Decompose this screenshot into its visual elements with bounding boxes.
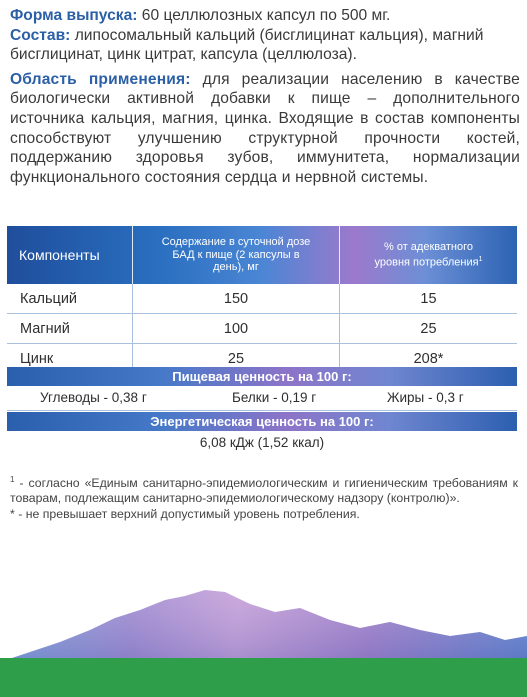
fat-value: Жиры - 0,3 г — [387, 390, 464, 405]
footnotes — [10, 472, 518, 522]
component-name: Магний — [20, 320, 70, 337]
footnote-2: * - не превышает верхний допустимый уровень потребления. — [10, 506, 360, 521]
mountain-landscape-decoration — [0, 570, 527, 697]
application-label: Область применения: — [10, 70, 191, 88]
component-percent: 25 — [339, 314, 517, 343]
component-name: Кальций — [20, 290, 78, 307]
footnote-1-text: - согласно «Единым санитарно-эпидемиологическим и гигиеническим требованиям к товарам, подлежащим санитарно-эпидемиологическому надзору (контролю)». — [10, 476, 519, 506]
nutrition-value-title: Пищевая ценность на 100 г: — [7, 367, 517, 386]
application-text: для реализации населению в качестве биологически активной добавки к пище – дополнительного источника кальция, магния, цинка. Входящие в состав компоненты способствуют улучшению структурной прочности костей, поддержанию здоровья зубов, иммунитета, нормализации функционального состояния сердца и нервной системы. — [10, 70, 520, 186]
composition-line — [10, 26, 520, 65]
footnote-mark: 1 — [478, 255, 483, 263]
table-row — [7, 314, 517, 344]
composition-label: Состав: — [10, 26, 71, 44]
table-header — [7, 226, 517, 284]
components-table — [7, 226, 517, 373]
header-percent-wrap — [369, 241, 489, 269]
application-line — [10, 70, 520, 188]
release-form-label: Форма выпуска: — [10, 7, 138, 24]
footnote-1 — [10, 472, 518, 507]
component-amount: 100 — [132, 314, 339, 343]
header-percent-text: % от адекватного уровня потребления — [374, 241, 479, 269]
header-components: Компоненты — [19, 247, 100, 263]
grass-strip — [0, 658, 527, 697]
composition-text: липосомальный кальций (бисглицинат кальция), магний бисглицинат, цинк цитрат, капсула (целлюлоза). — [10, 26, 484, 64]
component-name: Цинк — [20, 350, 54, 367]
release-form-line — [10, 6, 520, 26]
product-description — [10, 6, 520, 187]
release-form-text: 60 целлюлозных капсул по 500 мг. — [141, 7, 391, 24]
energy-value-row — [7, 431, 517, 455]
energy-value: 6,08 кДж (1,52 ккал) — [199, 435, 325, 450]
header-daily-dose-text: Содержание в суточной дозе БАД к пище (2 капсулы в день), мг — [161, 236, 311, 274]
table-row — [7, 284, 517, 314]
protein-value: Белки - 0,19 г — [232, 390, 317, 405]
component-amount: 25 — [132, 344, 339, 373]
header-daily-dose — [132, 226, 339, 284]
carbs-value: Углеводы - 0,38 г — [40, 390, 147, 405]
header-percent — [339, 226, 517, 284]
energy-value-title: Энергетическая ценность на 100 г: — [7, 412, 517, 431]
component-percent: 208* — [339, 344, 517, 373]
nutrition-value-row — [7, 386, 517, 411]
component-percent: 15 — [339, 284, 517, 313]
component-amount: 150 — [132, 284, 339, 313]
footnote-1-mark: 1 — [10, 475, 15, 484]
